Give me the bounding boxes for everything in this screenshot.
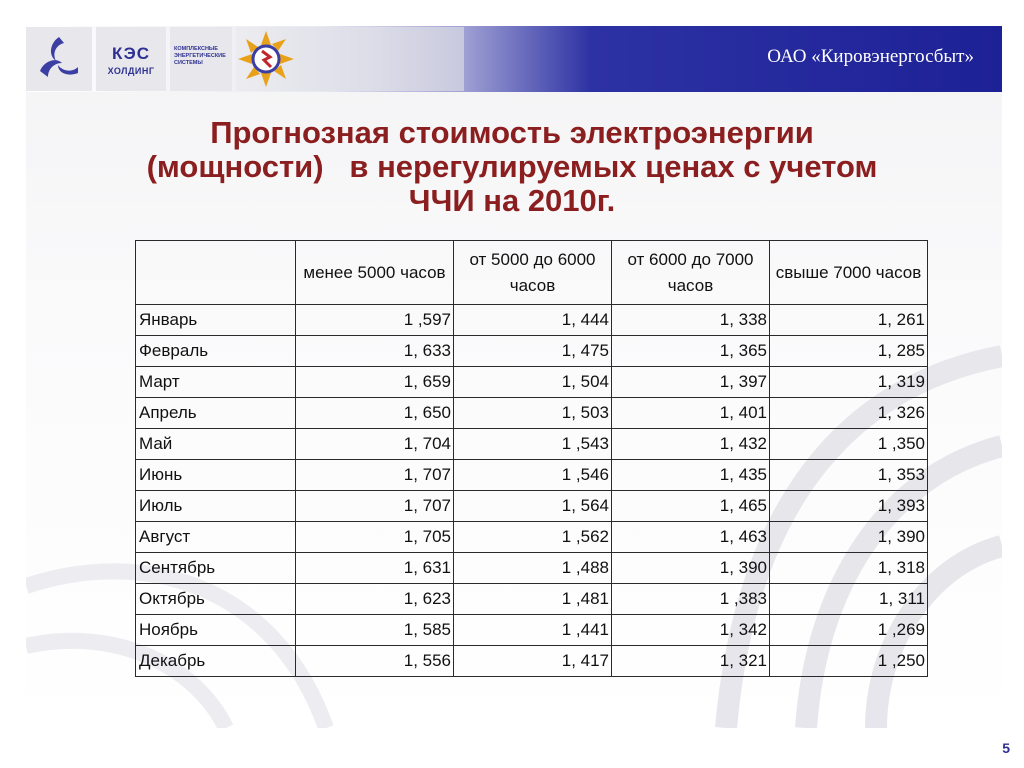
value-cell: 1, 705	[296, 522, 454, 553]
value-cell: 1, 393	[770, 491, 928, 522]
value-cell: 1 ,597	[296, 305, 454, 336]
price-table	[135, 240, 928, 677]
value-cell: 1, 475	[454, 336, 612, 367]
table-row	[136, 367, 928, 398]
value-cell: 1, 365	[612, 336, 770, 367]
table-row	[136, 429, 928, 460]
value-cell: 1 ,546	[454, 460, 612, 491]
value-cell: 1, 504	[454, 367, 612, 398]
title-line-2: (мощности) в нерегулируемых ценах с учетом	[146, 149, 878, 184]
value-cell: 1 ,250	[770, 646, 928, 677]
header-cell-5000-6000: от 5000 до 6000 часов	[454, 241, 612, 305]
month-cell: Май	[136, 429, 296, 460]
value-cell: 1 ,269	[770, 615, 928, 646]
value-cell: 1, 326	[770, 398, 928, 429]
value-cell: 1, 503	[454, 398, 612, 429]
table-row	[136, 305, 928, 336]
table-row	[136, 522, 928, 553]
value-cell: 1, 432	[612, 429, 770, 460]
table-header-row	[136, 241, 928, 305]
month-cell: Декабрь	[136, 646, 296, 677]
value-cell: 1, 556	[296, 646, 454, 677]
value-cell: 1, 311	[770, 584, 928, 615]
value-cell: 1, 650	[296, 398, 454, 429]
month-cell: Февраль	[136, 336, 296, 367]
header-cell-over-7000: свыше 7000 часов	[770, 241, 928, 305]
month-cell: Сентябрь	[136, 553, 296, 584]
value-cell: 1 ,562	[454, 522, 612, 553]
table-row	[136, 398, 928, 429]
page-title	[60, 116, 964, 218]
logo-tile-symbol	[26, 27, 92, 91]
energy-emblem-icon	[236, 27, 316, 91]
value-cell: 1, 321	[612, 646, 770, 677]
month-cell: Март	[136, 367, 296, 398]
value-cell: 1, 401	[612, 398, 770, 429]
value-cell: 1 ,481	[454, 584, 612, 615]
table-row	[136, 336, 928, 367]
value-cell: 1, 261	[770, 305, 928, 336]
page-number: 5	[1002, 740, 1010, 756]
kes-swirl-logo-icon	[26, 27, 92, 91]
month-cell: Январь	[136, 305, 296, 336]
logo-tile-emblem	[236, 27, 464, 91]
header-cell-6000-7000: от 6000 до 7000 часов	[612, 241, 770, 305]
brand-description: КОМПЛЕКСНЫЕ ЭНЕРГЕТИЧЕСКИЕ СИСТЕМЫ	[174, 46, 226, 66]
month-cell: Ноябрь	[136, 615, 296, 646]
value-cell: 1, 633	[296, 336, 454, 367]
value-cell: 1 ,488	[454, 553, 612, 584]
table-row	[136, 460, 928, 491]
value-cell: 1, 444	[454, 305, 612, 336]
value-cell: 1, 353	[770, 460, 928, 491]
value-cell: 1 ,350	[770, 429, 928, 460]
title-line-3: ЧЧИ на 2010г.	[408, 183, 616, 218]
table-row	[136, 615, 928, 646]
value-cell: 1, 465	[612, 491, 770, 522]
value-cell: 1, 623	[296, 584, 454, 615]
header-cell-empty	[136, 241, 296, 305]
header-cell-under-5000: менее 5000 часов	[296, 241, 454, 305]
value-cell: 1, 707	[296, 460, 454, 491]
title-line-1: Прогнозная стоимость электроэнергии	[210, 115, 814, 150]
month-cell: Апрель	[136, 398, 296, 429]
value-cell: 1 ,543	[454, 429, 612, 460]
table-row	[136, 491, 928, 522]
month-cell: Октябрь	[136, 584, 296, 615]
value-cell: 1, 319	[770, 367, 928, 398]
table-row	[136, 553, 928, 584]
value-cell: 1 ,441	[454, 615, 612, 646]
brand-subtitle: ХОЛДИНГ	[107, 66, 155, 76]
company-name: ОАО «Кировэнергосбыт»	[767, 46, 974, 67]
value-cell: 1, 707	[296, 491, 454, 522]
month-cell: Июль	[136, 491, 296, 522]
brand-name: КЭС	[112, 44, 150, 63]
month-cell: Июнь	[136, 460, 296, 491]
value-cell: 1, 585	[296, 615, 454, 646]
value-cell: 1, 659	[296, 367, 454, 398]
table-row	[136, 584, 928, 615]
value-cell: 1, 704	[296, 429, 454, 460]
value-cell: 1, 397	[612, 367, 770, 398]
value-cell: 1, 417	[454, 646, 612, 677]
value-cell: 1, 285	[770, 336, 928, 367]
value-cell: 1, 342	[612, 615, 770, 646]
value-cell: 1, 390	[612, 553, 770, 584]
value-cell: 1 ,383	[612, 584, 770, 615]
value-cell: 1, 564	[454, 491, 612, 522]
month-cell: Август	[136, 522, 296, 553]
table-row	[136, 646, 928, 677]
value-cell: 1, 631	[296, 553, 454, 584]
value-cell: 1, 435	[612, 460, 770, 491]
value-cell: 1, 390	[770, 522, 928, 553]
value-cell: 1, 338	[612, 305, 770, 336]
value-cell: 1, 318	[770, 553, 928, 584]
value-cell: 1, 463	[612, 522, 770, 553]
